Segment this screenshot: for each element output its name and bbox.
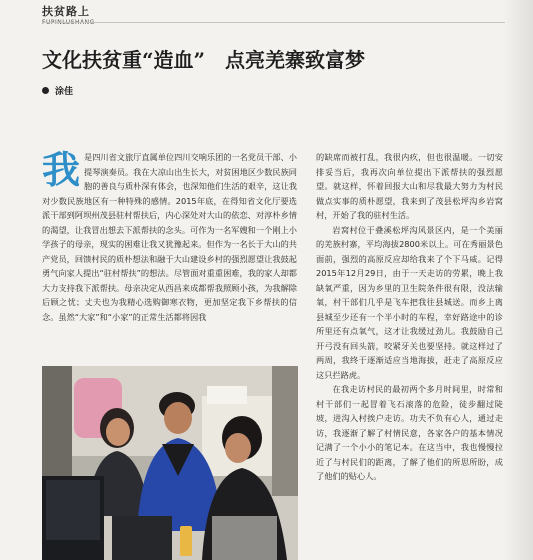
author-name: 涂佳 <box>55 87 74 97</box>
left-paragraph <box>42 147 297 324</box>
bullet-icon <box>42 87 49 94</box>
header-divider <box>42 22 505 23</box>
author-line <box>42 84 73 97</box>
photo-office-scene-icon <box>42 366 298 560</box>
article-title: 文化扶贫重“造血” 点亮羌寨致富梦 <box>42 48 366 72</box>
section-title: 扶贫路上 <box>42 5 90 18</box>
left-column <box>42 147 297 324</box>
right-paragraph-2: 岩窝村位于叠溪松坪沟风景区内，是一个美丽的羌族村寨，平均海拔2800米以上。可在秀丽景色面前，强烈的高原反应却给我来了个下马威。记得2015年12月29日，由于一天走访的劳累，晚上我缺氧严重，因为乡里的卫生院条件很有限，没法输氧，村干部们几乎是飞车把我往县城送。而乡上离县城至少还有一个半小时的车程，幸好路途中的诊所里还有点氧气，这才让我缓过劲儿。我鼓励自己开弓没有回头箭，咬紧牙关也要坚持。就这样过了两周，我终于逐渐适应当地海拔，赶走了高原反应这只拦路虎。 <box>316 224 503 380</box>
article-photo <box>42 366 298 560</box>
section-subtitle: FUPINLUSHANG <box>42 19 95 26</box>
right-paragraph-1: 的缺席而被打乱，我很内疚，但也很温暖。一切安排妥当后，我再次向单位提出下派帮扶的强烈愿望。就这样，怀着回报大山和尽我最大努力为村民做点实事的质朴愿望，我来到了茂县松坪沟乡岩窝村，开始了我的驻村生活。 <box>316 152 503 220</box>
drop-cap: 我 <box>42 147 81 192</box>
page-edge-shadow <box>503 0 533 560</box>
right-column <box>316 150 503 484</box>
left-column-text: 是四川省文旅厅直属单位四川交响乐团的一名党员干部、小提琴演奏员。我在大凉山出生长大，对贫困地区少数民族同胞的善良与质朴深有体会，也深知他们生活的艰辛，这让我对少数民族地区有一种特殊的感情。2015年底，在得知省文化厅要选派干部到阿坝州茂县驻村帮扶后，内心深处对大山的依恋、对淳朴乡情的渴望，让我冒出想去下派帮扶的念头。可作为一名军嫂和一个刚上小学孩子的母亲，现实的困难让我又犹豫起来。但作为一名长于大山的共产党员，回馈村民的质朴想法和融于大山建设乡村的强烈愿望让我鼓起勇气向家人提出“驻村帮扶”的想法。尽管面对重重困难，我的家人却都大力支持我下派帮扶。母亲决定从西昌来成都帮我照顾小孩，为我解除后顾之忧；丈夫也为我精心选购御寒衣物，更加坚定我下乡帮扶的信念。虽然“大家”和“小家”的正常生活都将因我 <box>42 152 297 322</box>
right-paragraph-3: 在我走访村民的最初两个多月时间里，时常和村干部们一起冒着飞石滚落的危险，徒步翻过陡坡，进沟入村挨户走访。功夫不负有心人，通过走访，我逐渐了解了村情民意，各家各户的基本情况记满了一个小小的笔记本。在这当中，我也慢慢拉近了与村民们的距离，了解了他们的所思所盼，成了他们的贴心人。 <box>316 384 503 481</box>
